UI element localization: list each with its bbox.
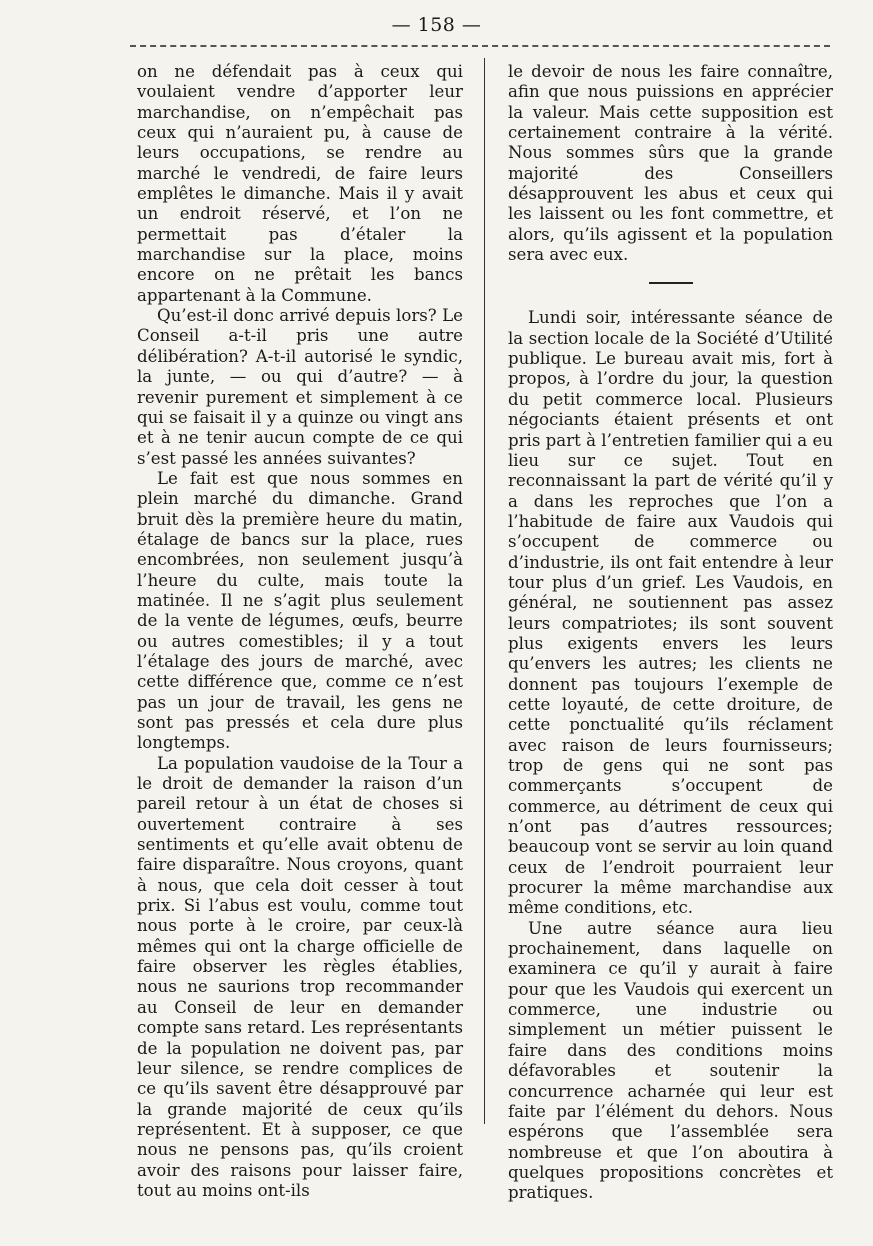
paragraph: le devoir de nous les faire connaître, afin que nous puissions en apprécier la valeur. Mais cette supposition est certainement contraire à la vérité. Nous sommes sûrs que la grande majorité des Conseillers désapprouvent les abus et ceux qui les laissent ou les font commettre, et alors, qu’ils agissent et la population sera avec eux. <box>508 62 833 265</box>
paragraph: Le fait est que nous sommes en plein marché du dimanche. Grand bruit dès la première heure du matin, étalage de bancs sur la place, rues encombrées, non seulement jusqu’à l’heure du culte, mais toute la matinée. Il ne s’agit plus seulement de la vente de légumes, œufs, beurre ou autres comestibles; il y a tout l’étalage des jours de marché, avec cette différence que, comme ce n’est pas un jour de travail, les gens ne sont pas pressés et cela dure plus longtemps. <box>137 468 463 753</box>
paragraph: Lundi soir, intéressante séance de la section locale de la Société d’Utilité publique. Le bureau avait mis, fort à propos, à l’ordre du jour, la question du petit commerce local. Plusieurs négociants étaient présents et ont pris part à l’entretien familier qui a eu lieu sur ce sujet. Tout en reconnaissant la part de vérité qu’il y a dans les reproches que l’on a l’habitude de faire aux Vaudois qui s’occupent de commerce ou d’industrie, ils ont fait entendre à leur tour plus d’un grief. Les Vaudois, en général, ne soutiennent pas assez leurs compatriotes; ils sont souvent plus exigents envers les leurs qu’envers les autres; les clients ne donnent pas toujours l’exemple de cette loyauté, de cette droiture, de cette ponctualité qu’ils réclament avec raison de leurs fournisseurs; trop de gens qui ne sont pas commerçants s’occupent de commerce, au détriment de ceux qui n’ont pas d’autres ressources; beaucoup vont se servir au loin quand ceux de l’endroit pourraient leur procurer la même marchandise aux même conditions, etc. <box>508 308 833 918</box>
right-column <box>508 62 833 1204</box>
paragraph: La population vaudoise de la Tour a le droit de demander la raison d’un pareil retour à un état de choses si ouvertement contraire à ses sentiments et qu’elle avait obtenu de faire disparaître. Nous croyons, quant à nous, que cela doit cesser à tout prix. Si l’abus est voulu, comme tout nous porte à le croire, par ceux-là mêmes qui ont la charge officielle de faire observer les règles établies, nous ne saurions trop recommander au Conseil de leur en demander compte sans retard. Les représentants de la population ne doivent pas, par leur silence, se rendre complices de ce qu’ils savent être désapprouvé par la grande majorité de ceux qu’ils représentent. Et à supposer, ce que nous ne pensons pas, qu’ils croient avoir des raisons pour laisser faire, tout au moins ont-ils <box>137 753 463 1200</box>
paragraph: on ne défendait pas à ceux qui voulaient vendre d’apporter leur marchandise, on n’empêchait pas ceux qui n’auraient pu, à cause de leurs occupations, se rendre au marché le vendredi, de faire leurs emplêtes le dimanche. Mais il y avait un endroit réservé, et l’on ne permettait pas d’étaler la marchandise sur la place, moins encore on ne prêtait les bancs appartenant à la Commune. <box>137 62 463 305</box>
section-separator <box>649 282 693 284</box>
page-number: — 158 — <box>391 14 482 36</box>
paragraph: Qu’est-il donc arrivé depuis lors? Le Conseil a-t-il pris une autre délibération? A-t-il autorisé le syndic, la junte, — ou qui d’autre? — à revenir purement et simplement à ce qui se faisait il y a quinze ou vingt ans et à ne tenir aucun compte de ce qui s’est passé les années suivantes? <box>137 306 463 468</box>
header-rule <box>130 45 830 47</box>
column-divider <box>484 58 485 1124</box>
left-column <box>137 62 463 1201</box>
paragraph: Une autre séance aura lieu prochainement, dans laquelle on examinera ce qu’il y aurait à faire pour que les Vaudois qui exercent un commerce, une industrie ou simplement un métier puissent le faire dans des conditions moins défavorables et soutenir la concurrence acharnée qui leur est faite par l’élément du dehors. Nous espérons que l’assemblée sera nombreuse et que l’on aboutira à quelques propositions concrètes et pratiques. <box>508 918 833 1203</box>
